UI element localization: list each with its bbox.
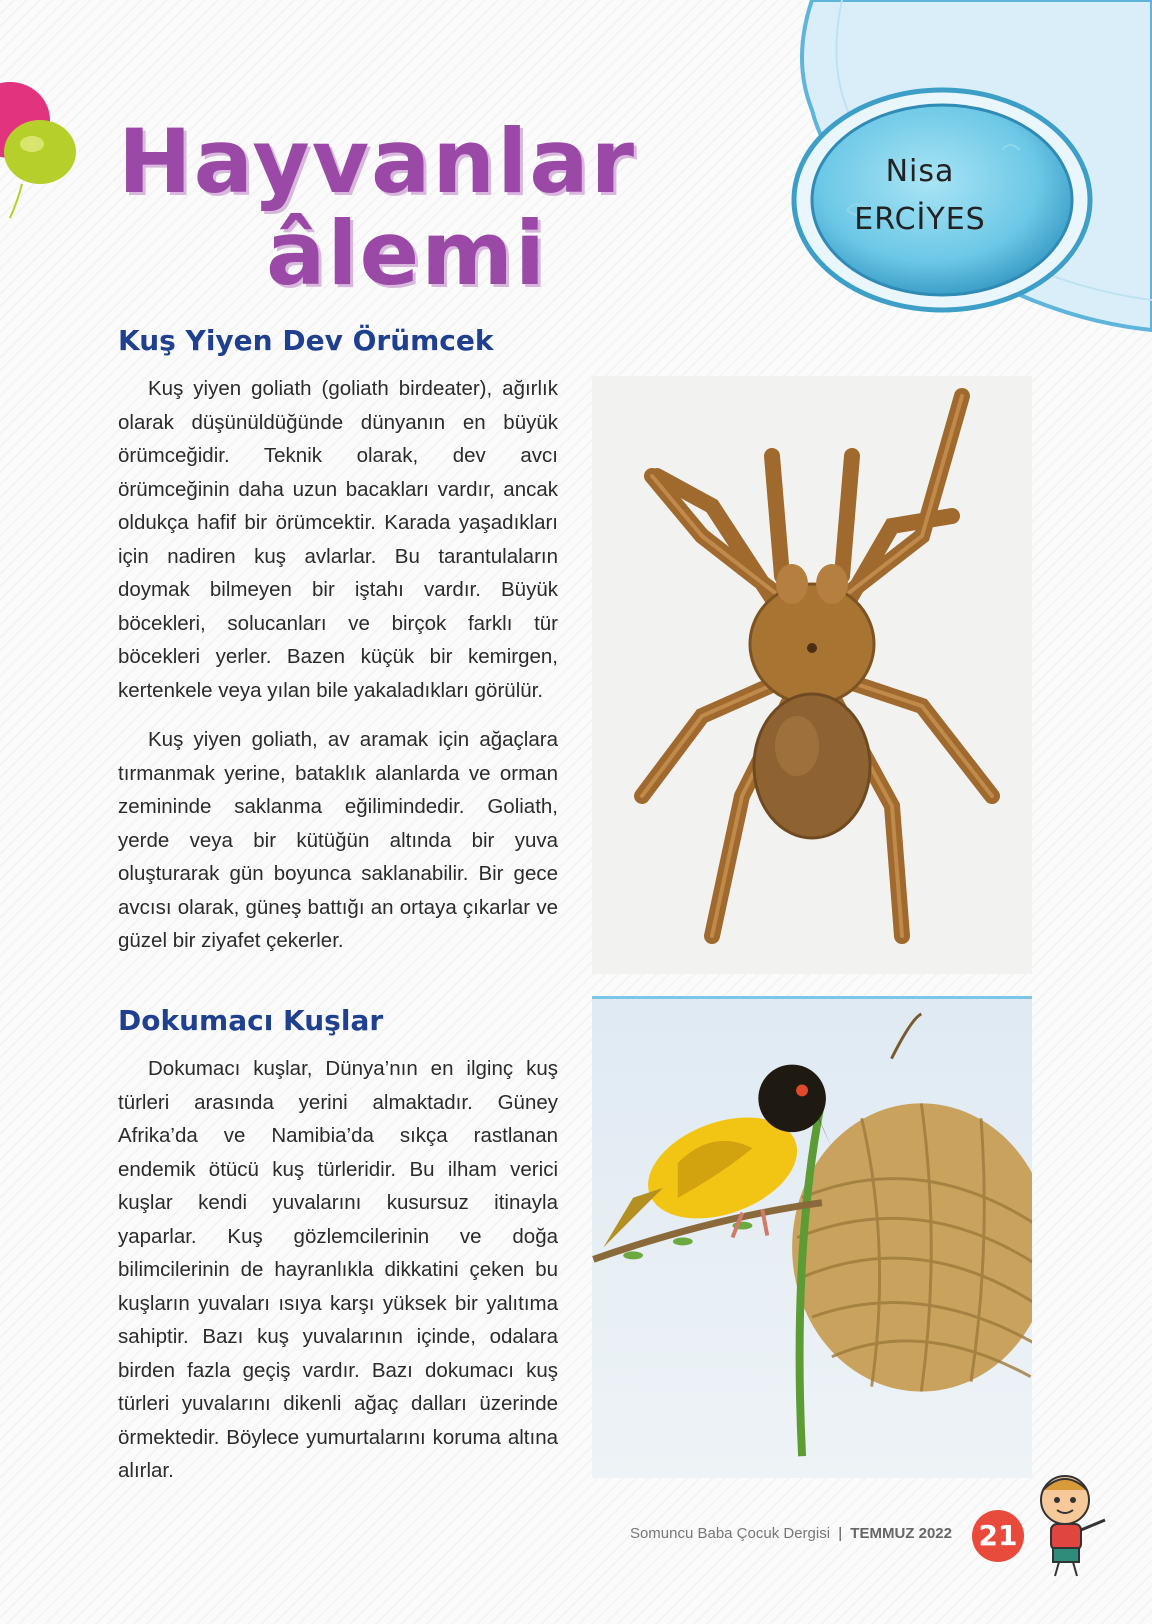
page-title (118, 110, 758, 305)
title-line-2: âlemi (266, 202, 548, 305)
issue-date: TEMMUZ 2022 (850, 1525, 952, 1542)
kid-mascot-icon (1025, 1470, 1125, 1580)
goliath-birdeater-illustration (592, 376, 1032, 974)
author-name (810, 148, 1030, 244)
footer-separator: | (838, 1525, 843, 1542)
author-last-name: ERCİYES (854, 202, 986, 237)
spider-photo (592, 376, 1032, 974)
section-heading-weaver-birds: Dokumacı Kuşlar (118, 1004, 384, 1037)
paragraph: Dokumacı kuşlar, Dünya’nın en ilginç kuş türleri arasında yerini almaktadır. Güney Afrika’da ve Namibia’da sıkça rastlanan endemik ötücü kuş türleridir. Bu ilham verici kuşlar kendi yuvalarını kusursuz itinayla yaparlar. Kuş gözlemcilerinin ve doğa bilimcilerinin de hayranlıkla dikkatini çeken bu kuşların yuvaları ısıya karşı yüksek bir yalıtıma sahiptir. Bazı kuş yuvalarının içinde, odalara birden fazla geçiş vardır. Bazı dokumacı kuş türleri yuvalarını dikenli ağaç dalları üzerinde örmektedir. Böylece yumurtalarını koruma altına alırlar. (118, 1057, 558, 1482)
weaver-bird-illustration (592, 999, 1032, 1478)
author-first-name: Nisa (885, 154, 955, 189)
paragraph: Kuş yiyen goliath (goliath birdeater), ağırlık olarak düşünüldüğünde dünyanın en büyük örümceğidir. Teknik olarak, dev avcı örümceğinin daha uzun bacakları vardır, ancak oldukça hafif bir örümcektir. Karada yaşadıkları için nadiren kuş avlarlar. Bu tarantulaların doymak bilmeyen bir iştahı vardır. Büyük böcekleri, solucanları ve birçok farklı tür böcekleri yerler. Bazen küçük bir kemirgen, kertenkele veya yılan bile yakaladıkları görülür. (118, 377, 558, 702)
magazine-name: Somuncu Baba Çocuk Dergisi (629, 1525, 831, 1542)
page-number-badge: 21 (972, 1510, 1024, 1562)
title-line-1: Hayvanlar (118, 110, 637, 213)
balloons-decoration (0, 80, 90, 220)
weaver-bird-photo (592, 996, 1032, 1478)
section-heading-spider: Kuş Yiyen Dev Örümcek (118, 324, 494, 357)
page-footer (630, 1525, 952, 1542)
section-text-spider (118, 372, 558, 958)
paragraph: Kuş yiyen goliath, av aramak için ağaçlara tırmanmak yerine, bataklık alanlarda ve orman zemininde saklanma eğilimindedir. Goliath, yerde veya bir kütüğün altında bir yuva oluşturarak gün boyunca saklanabilir. Bir gece avcısı olarak, güneş battığı an ortaya çıkarlar ve güzel bir ziyafet çekerler. (118, 728, 558, 952)
section-text-weaver-birds (118, 1052, 558, 1488)
